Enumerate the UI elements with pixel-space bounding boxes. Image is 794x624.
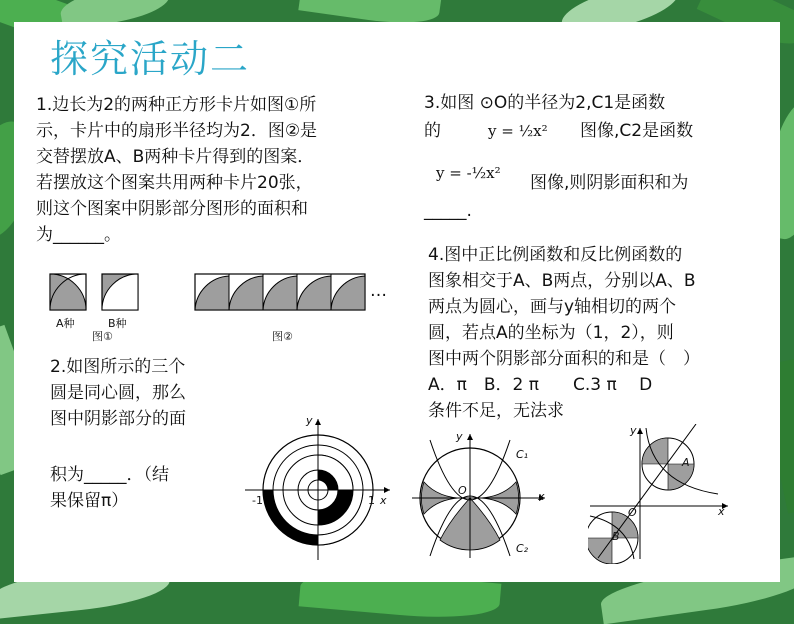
q3-line-3-suffix: 图像,则阴影面积和为 bbox=[530, 173, 689, 193]
q4-axis-y: y bbox=[630, 424, 637, 437]
q1-line: 1.边长为2的两种正方形卡片如图①所 bbox=[36, 95, 317, 115]
q4-figure-functions bbox=[588, 424, 738, 564]
q3-line-4: _____. bbox=[424, 201, 472, 221]
q4-line: 图象相交于A、B两点，分别以A、B bbox=[428, 271, 696, 291]
q1-line: 示，卡片中的扇形半径均为2．图②是 bbox=[36, 121, 318, 141]
q4-line: 4.图中正比例函数和反比例函数的 bbox=[428, 245, 683, 265]
q1-line: 为______。 bbox=[36, 225, 121, 245]
q3-axis-x: x bbox=[538, 490, 545, 503]
label-fig2: 图② bbox=[272, 330, 293, 343]
q3-label-c2: C₂ bbox=[516, 542, 529, 555]
q3-line-2-prefix: 的 bbox=[424, 121, 441, 141]
pattern-ellipsis: … bbox=[370, 281, 387, 301]
q4-line: 两点为圆心，画与y轴相切的两个 bbox=[428, 297, 677, 317]
shaded-region bbox=[642, 438, 668, 464]
q2-line: 圆是同心圆，那么 bbox=[50, 383, 186, 403]
q2-line: 图中阴影部分的面 bbox=[50, 409, 186, 429]
shaded-region bbox=[588, 538, 612, 564]
question-4-text bbox=[428, 242, 700, 424]
q1-line: 则这个图案中阴影部分图形的面积和 bbox=[36, 199, 308, 219]
question-2-text bbox=[50, 354, 186, 432]
label-fig1: 图① bbox=[92, 330, 113, 343]
q4-label-b: B bbox=[612, 530, 620, 543]
q1-line: 若摆放这个图案共用两种卡片20张， bbox=[36, 173, 313, 193]
slide-title: 探究活动二 bbox=[50, 37, 251, 81]
q2-line: 积为_____．（结 bbox=[50, 465, 169, 485]
q4-label-a: A bbox=[682, 456, 690, 469]
q1-figure-cards bbox=[48, 272, 148, 312]
q3-equation-1: y = ½x² bbox=[488, 122, 548, 140]
question-1-text bbox=[36, 92, 317, 248]
q2-line: 果保留π） bbox=[50, 491, 129, 511]
q2-tick-pos: 1 bbox=[368, 494, 375, 507]
q1-line: 交替摆放A、B两种卡片得到的图案． bbox=[36, 147, 315, 167]
label-card-b: B种 bbox=[108, 317, 127, 330]
q3-label-o: O bbox=[458, 484, 467, 497]
q3-axis-y: y bbox=[456, 430, 463, 443]
q4-label-o: O bbox=[628, 506, 637, 519]
q2-tick-neg: -1 bbox=[252, 494, 263, 507]
q3-equation-2: y = -½x² bbox=[436, 164, 501, 182]
q2-axis-x: x bbox=[380, 494, 387, 507]
q1-figure-pattern bbox=[194, 272, 374, 312]
q3-figure-parabolas bbox=[410, 430, 550, 560]
q4-line: A．π B．2 π C.3 π D bbox=[428, 375, 653, 395]
q4-line: 圆，若点A的坐标为（1，2），则 bbox=[428, 323, 674, 343]
q2-axis-y: y bbox=[306, 414, 313, 427]
q4-line: 图中两个阴影部分面积的和是（ ） bbox=[428, 349, 700, 369]
q2-figure-circles bbox=[240, 415, 400, 565]
q3-label-c1: C₁ bbox=[516, 448, 529, 461]
q4-axis-x: x bbox=[718, 505, 725, 518]
q3-line-2-suffix: 图像,C2是函数 bbox=[580, 121, 694, 141]
question-2-text bbox=[50, 462, 169, 514]
q2-line: 2.如图所示的三个 bbox=[50, 357, 186, 377]
q4-line: 条件不足，无法求 bbox=[428, 401, 564, 421]
label-card-a: A种 bbox=[56, 317, 75, 330]
q3-line-1: 3.如图 ⊙O的半径为2,C1是函数 bbox=[424, 93, 666, 113]
